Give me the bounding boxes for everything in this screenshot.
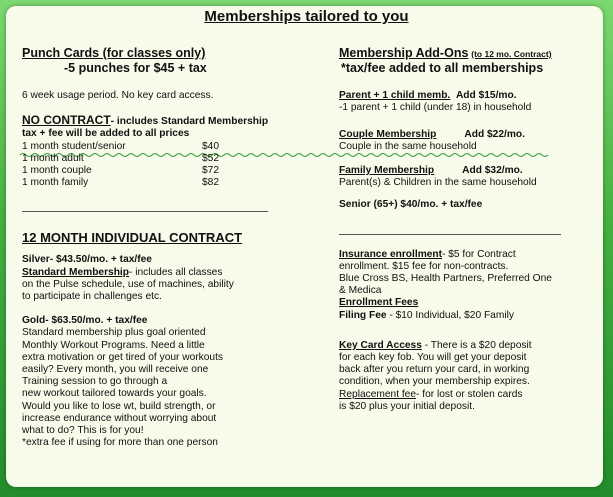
- insurance-line: & Medica: [339, 285, 382, 297]
- replacement-line: - for lost or stolen cards: [416, 388, 523, 400]
- price-row: [22, 177, 314, 189]
- price-row: [22, 141, 314, 153]
- gold-line: easily? Every month, you will receive one: [22, 364, 209, 376]
- replacement-fee-heading: Replacement fee: [339, 388, 417, 400]
- no-contract-tax-note: tax + fee will be added to all prices: [22, 128, 190, 140]
- no-contract-text: - includes Standard Membership: [110, 116, 269, 128]
- key-card-line: condition, when your membership expires.: [339, 376, 530, 388]
- parent-membership-price: Add $15/mo.: [455, 90, 517, 102]
- contract-heading: 12 MONTH INDIVIDUAL CONTRACT: [22, 230, 243, 246]
- family-membership-heading: Family Membership: [339, 165, 435, 177]
- price-label: 1 month adult: [22, 152, 84, 164]
- gold-line: Standard membership plus goal oriented: [22, 327, 206, 339]
- gold-line: increase endurance without worrying about: [22, 412, 217, 424]
- addons-note: (to 12 mo. Contract): [471, 49, 552, 59]
- couple-membership-price: Add $22/mo.: [464, 128, 525, 140]
- key-card-heading: Key Card Access: [339, 339, 422, 351]
- key-card-line: back after you return your card, in working: [339, 364, 530, 376]
- gold-line: Would you like to lose wt, build strength, or: [22, 400, 216, 412]
- addons-heading: Membership Add-Ons: [339, 46, 469, 60]
- gold-line: extra motivation or get tired of your workouts: [22, 351, 224, 363]
- price-row: [22, 165, 314, 177]
- standard-line: - includes all classes: [129, 266, 223, 278]
- filing-fee-text: - $10 Individual, $20 Family: [386, 309, 514, 321]
- insurance-line: enrollment. $15 fee for non-contracts.: [339, 260, 509, 272]
- price-value: $72: [202, 165, 219, 177]
- punch-cards-heading: Punch Cards (for classes only): [22, 46, 206, 60]
- no-contract-heading: NO CONTRACT: [22, 113, 111, 128]
- gold-line: Monthly Workout Programs. Need a little: [22, 339, 205, 351]
- price-value: $82: [202, 177, 219, 189]
- gold-line: *extra fee if using for more than one person: [22, 437, 218, 449]
- price-row: [22, 153, 314, 165]
- right-column: [339, 46, 601, 413]
- key-card-line: - There is a $20 deposit: [421, 339, 532, 351]
- couple-membership-heading: Couple Membership: [339, 128, 437, 140]
- family-membership-desc: Parent(s) & Children in the same household: [339, 177, 537, 189]
- gold-line: new workout tailored towards your goals.: [22, 388, 207, 400]
- punch-cards-subheading: -5 punches for $45 + tax: [64, 61, 207, 75]
- price-value: $40: [202, 140, 219, 152]
- parent-membership-desc: -1 parent + 1 child (under 18) in household: [339, 102, 532, 114]
- senior-membership: Senior (65+) $40/mo. + tax/fee: [339, 199, 483, 211]
- parent-membership-heading: Parent + 1 child memb.: [339, 90, 451, 102]
- insurance-heading: Insurance enrollment: [339, 248, 443, 260]
- price-label: 1 month couple: [22, 165, 92, 177]
- standard-line: on the Pulse schedule, use of machines, ability: [22, 278, 234, 290]
- couple-membership-desc: Couple in the same household: [339, 140, 477, 152]
- replacement-line: is $20 plus your initial deposit.: [339, 400, 475, 412]
- gold-line: Training session to go through a: [22, 376, 168, 388]
- price-label: 1 month family: [22, 177, 89, 189]
- enrollment-fees-heading: Enrollment Fees: [339, 297, 419, 309]
- insurance-line: Blue Cross BS, Health Partners, Preferred One: [339, 273, 552, 285]
- standard-membership-heading: Standard Membership: [22, 266, 129, 278]
- silver-heading: Silver- $43.50/mo. + tax/fee: [22, 254, 152, 266]
- page-title: Memberships tailored to you: [204, 8, 409, 25]
- key-card-line: for each key fob. You will get your deposit: [339, 352, 527, 364]
- family-membership-price: Add $32/mo.: [462, 165, 523, 177]
- standard-line: to participate in challenges etc.: [22, 291, 162, 303]
- price-label: 1 month student/senior: [22, 140, 126, 152]
- filing-fee-heading: Filing Fee: [339, 309, 387, 321]
- price-value: $52: [202, 152, 219, 164]
- addons-subheading: *tax/fee added to all memberships: [341, 61, 544, 76]
- usage-note: 6 week usage period. No key card access.: [22, 90, 214, 101]
- gold-line: what to do? This is for you!: [22, 425, 144, 437]
- left-column: [22, 46, 314, 449]
- gold-heading: Gold- $63.50/mo. + tax/fee: [22, 315, 148, 327]
- insurance-line: - $5 for Contract: [442, 248, 516, 260]
